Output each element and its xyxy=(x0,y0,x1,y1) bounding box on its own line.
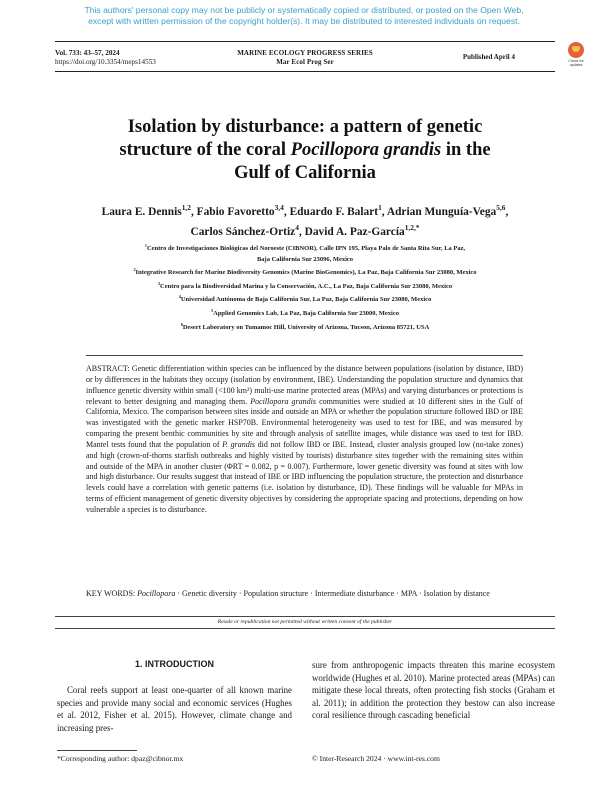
affiliation: Baja California Sur 23096, Mexico xyxy=(256,255,354,263)
header-rule-bottom xyxy=(55,71,555,72)
doi-link[interactable]: https://doi.org/10.3354/meps14553 xyxy=(55,58,156,66)
affiliation: $^3$Centro para la Biodiversidad Marina y la Conservación, A.C., La Paz, Baja California Sur 23080, Mexico xyxy=(157,280,453,290)
badge-label: Check for updates xyxy=(568,59,584,67)
author: Carlos Sánchez-Ortiz$^4$ xyxy=(190,222,299,238)
section-heading: 1. INTRODUCTION xyxy=(134,659,214,669)
journal-header xyxy=(55,44,555,70)
copyright-line: © Inter-Research 2024 · www.int-res.com xyxy=(312,754,440,763)
check-for-updates-icon xyxy=(568,42,584,58)
corresponding-author: *Corresponding author: dpaz@cibnor.mx xyxy=(57,754,184,763)
affiliation: $^6$Desert Laboratory on Tumamoc Hill, University of Arizona, Tucson, Arizona 85721, USA xyxy=(180,321,430,331)
author: David A. Paz-García$^{1,2,*}$ xyxy=(304,222,420,238)
author: Fabio Favoretto$^{3,4}$ xyxy=(196,203,284,218)
resale-notice: Resale or republication not permitted without written consent of the publisher xyxy=(217,619,393,625)
volume: Vol. 733: 43–57, 2024 xyxy=(55,49,120,57)
journal-abbreviation: Mar Ecol Prog Ser xyxy=(276,58,334,66)
abstract: ABSTRACT: Genetic differentiation within species can be influenced by the distance between populations (isolation by distance, IBD) or by differences in the habitats they occupy (isolation by environment, IBE). Understanding the population structure and dynamics that influence genetic diversity within small (<100 km²) multi-use marine protected areas (MPAs) and varying disturbances or protections is relevant to better designing and managing them. Pocillopora grandis communities were studied at 10 different sites in the Gulf of California, Mexico. The comparison between sites inside and outside an MPA or whether the population structure followed IBD or IBE was investigated with the genetic marker HSP70B. Environmental heterogeneity was used to test for IBE, and was measured by comparing the present benthic communities by site and through analysis of satellite images, while distance was used to test for IBD. Mantel tests found that the population of P. grandis did not follow IBD or IBE. Instead, cluster analysis grouped low (no-take zones) and high (crown-of-thorns starfish outbreaks and highly visited by tourists) disturbance sites together with the remaining sites within and outside of the MPA in another cluster (ΦRT = 0.082, p = 0.007). Furthermore, lower genetic diversity was found at sites with low and high disturbance. Our results suggest that instead of IBE or IBD influencing the population structure, the protection and disturbance levels could have a correlation with genetic patterns (i.e. isolation by disturbance, ID). These findings will be valuable for MPAs in terms of efficient management of genetic diversity objectives by considering the appropriate spacing and protections, depending on how vulnerable a species is to disturbance. xyxy=(86,364,524,514)
title-line-2b: in the xyxy=(441,140,491,160)
keywords: KEY WORDS: Pocillopora · Genetic diversity · Population structure · Intermediate disturbance · MPA · Isolation by distance xyxy=(86,589,490,598)
published-date: Published April 4 xyxy=(462,53,515,61)
keywords-label: KEY WORDS: xyxy=(86,589,138,598)
author-list: Laura E. Dennis$^{1,2}$, Fabio Favoretto$^{3,4}$, Eduardo F. Balart$^1$, Adrian Munguía-Vega$^{5,6}$, Carlos Sánchez-Ortiz$^4$, David A. Paz-García$^{1,2,*}$ xyxy=(101,203,509,238)
affiliation: $^2$Integrative Research for Marine Biodiversity Genomics (Marine BioGenomics), La Paz, Baja California Sur 23080, Mexico xyxy=(133,267,477,277)
body-text-column-2: sure from anthropogenic impacts threaten this marine ecosystem worldwide (Hughes et al. 2010). Marine protected areas (MPAs) can mitigate these local threats, often protecting fish stocks (Graham et al. 2011); in addition the protection they bestow can also increase coral resilience through cascading beneficial xyxy=(312,660,555,720)
author: Adrian Munguía-Vega$^{5,6}$ xyxy=(386,203,506,218)
title-line-2a: structure of the coral xyxy=(119,140,291,160)
affiliation: $^4$Universidad Autónoma de Baja California Sur, La Paz, Baja California Sur 23080, Mexico xyxy=(178,294,432,304)
abstract-rule-top xyxy=(86,355,523,356)
title-species: Pocillopora grandis xyxy=(290,140,442,160)
affiliation: $^5$Applied Genomics Lab, La Paz, Baja California Sur 23000, Mexico xyxy=(211,308,399,318)
header-rule-top xyxy=(55,41,555,42)
article-title xyxy=(70,116,540,185)
copyright-notice xyxy=(0,5,608,27)
notice-line-2: except with written permission of the copyright holder(s). It may be distributed to interested individuals on request. xyxy=(88,16,520,26)
journal-title: MARINE ECOLOGY PROGRESS SERIES xyxy=(237,49,373,57)
notice-line-1: This authors' personal copy may not be publicly or systematically copied or distributed, or posted on the Open Web, xyxy=(84,5,524,15)
author: Laura E. Dennis$^{1,2}$ xyxy=(101,203,191,218)
title-line-3: Gulf of California xyxy=(234,163,376,183)
abstract-rule-bottom xyxy=(55,616,555,617)
abstract-label: ABSTRACT: xyxy=(86,364,132,373)
author: Eduardo F. Balart$^1$ xyxy=(289,203,382,218)
body-text-column-1: Coral reefs support at least one-quarter of all known marine species and provide many social and economic services (Hughes et al. 2012, Fisher et al. 2015). However, climate change and increasing pres- xyxy=(57,685,292,733)
resale-rule xyxy=(55,628,555,629)
affiliation-list xyxy=(55,241,555,333)
check-for-updates-badge[interactable] xyxy=(563,42,589,70)
title-line-1: Isolation by disturbance: a pattern of genetic xyxy=(127,117,483,137)
affiliation: $^1$Centro de Investigaciones Biológicas del Noroeste (CIBNOR), Calle IPN 195, Playa Palo de Santa Rita Sur, La Paz, xyxy=(144,243,466,253)
footnote-rule xyxy=(57,750,137,751)
